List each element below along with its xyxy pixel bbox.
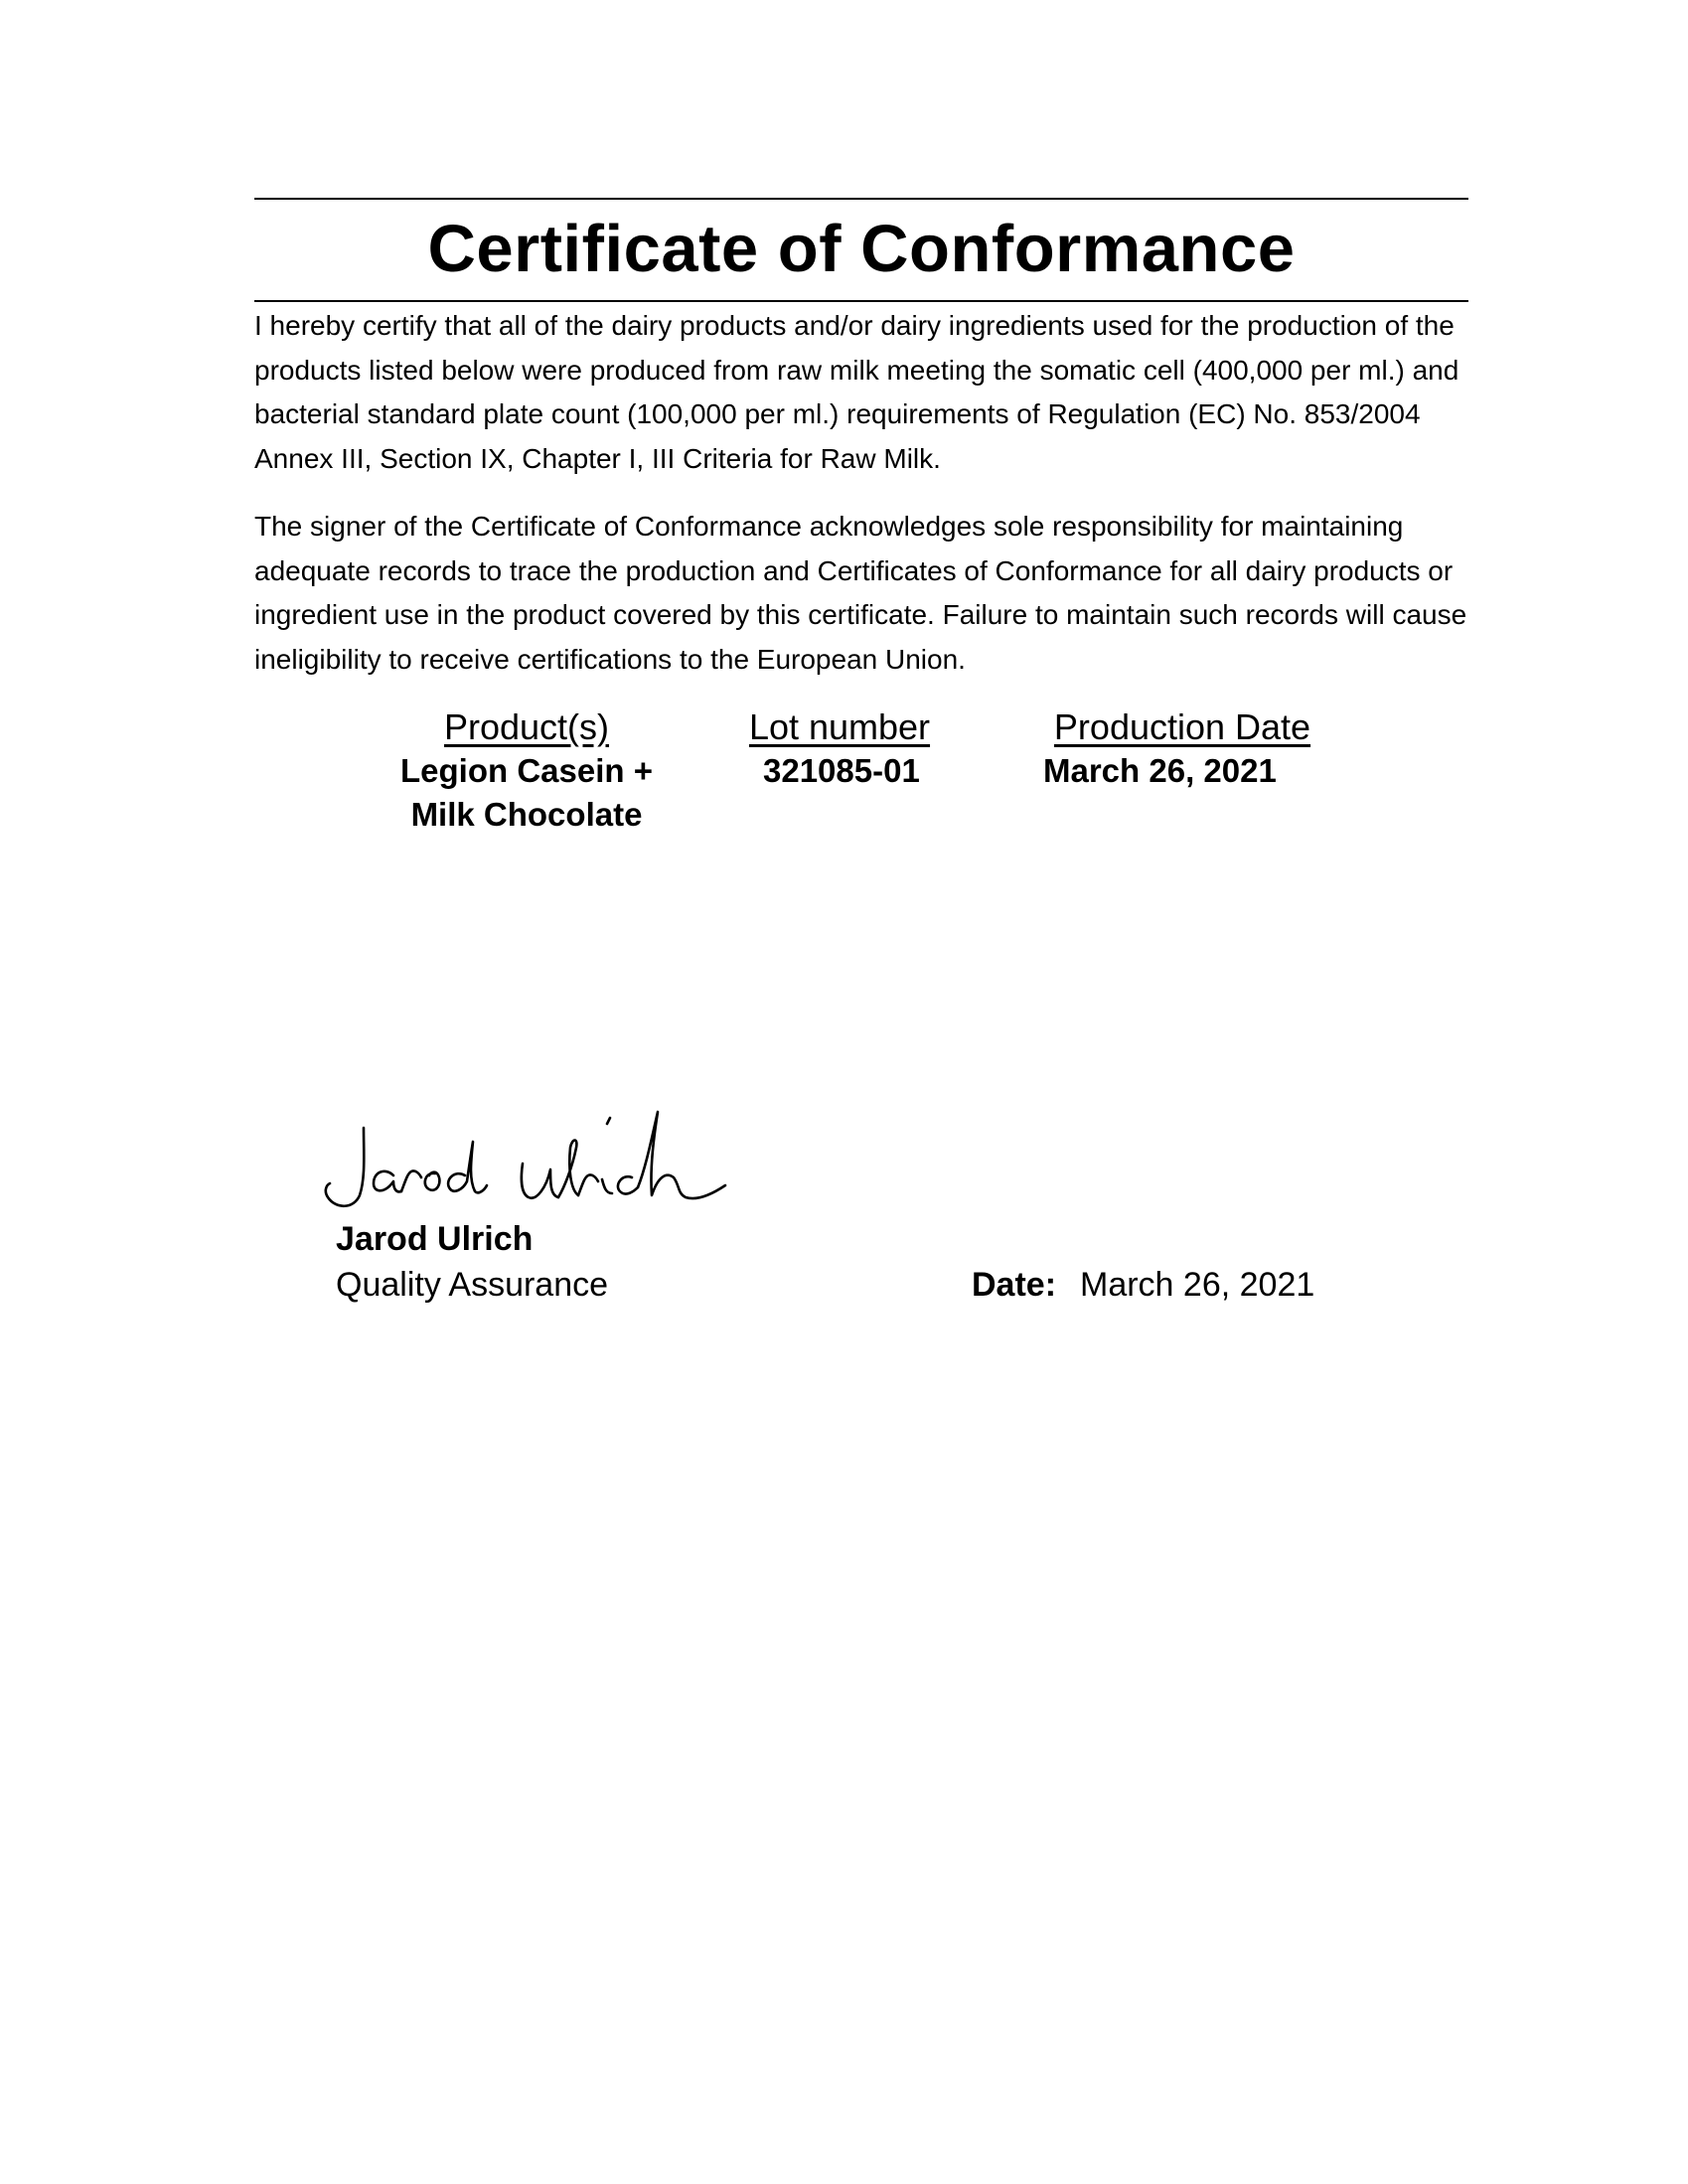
product-name-line2: Milk Chocolate <box>410 796 643 833</box>
product-header: Product(s) <box>443 706 610 747</box>
title-bottom-rule <box>254 300 1468 302</box>
lot-number: 321085-01 <box>763 752 920 789</box>
page-title: Certificate of Conformance <box>427 212 1296 286</box>
signer-name: Jarod Ulrich <box>336 1220 534 1258</box>
certification-paragraph: I hereby certify that all of the dairy products and/or dairy ingredients used for the production of the products listed below were produced from raw milk meeting the somatic cell (400,000 per ml.) and bacterial standard plate count (100,000 per ml.) requirements of Regulation (EC) No. 853/2004 Annex III, Section IX, Chapter I, III Criteria for Raw Milk. <box>254 310 1459 474</box>
date-value: March 26, 2021 <box>1080 1266 1315 1304</box>
lot-column <box>735 705 944 793</box>
production-date-header: Production Date <box>1053 706 1311 747</box>
production-date: March 26, 2021 <box>1043 752 1277 789</box>
handwritten-signature <box>316 1098 753 1217</box>
product-name-line1: Legion Casein + <box>400 752 653 789</box>
product-column <box>397 705 656 837</box>
lot-header: Lot number <box>748 706 931 747</box>
title-top-rule <box>254 198 1468 200</box>
production-date-column <box>1033 705 1331 793</box>
date-label: Date: <box>972 1266 1057 1304</box>
signer-role: Quality Assurance <box>336 1266 609 1304</box>
responsibility-paragraph: The signer of the Certificate of Conformance acknowledges sole responsibility for maintaining adequate records to trace the production and Certificates of Conformance for all dairy products or ingredient use in the product covered by this certificate. Failure to maintain such records will cause ineligibility to receive certifications to the European Union. <box>254 511 1467 675</box>
